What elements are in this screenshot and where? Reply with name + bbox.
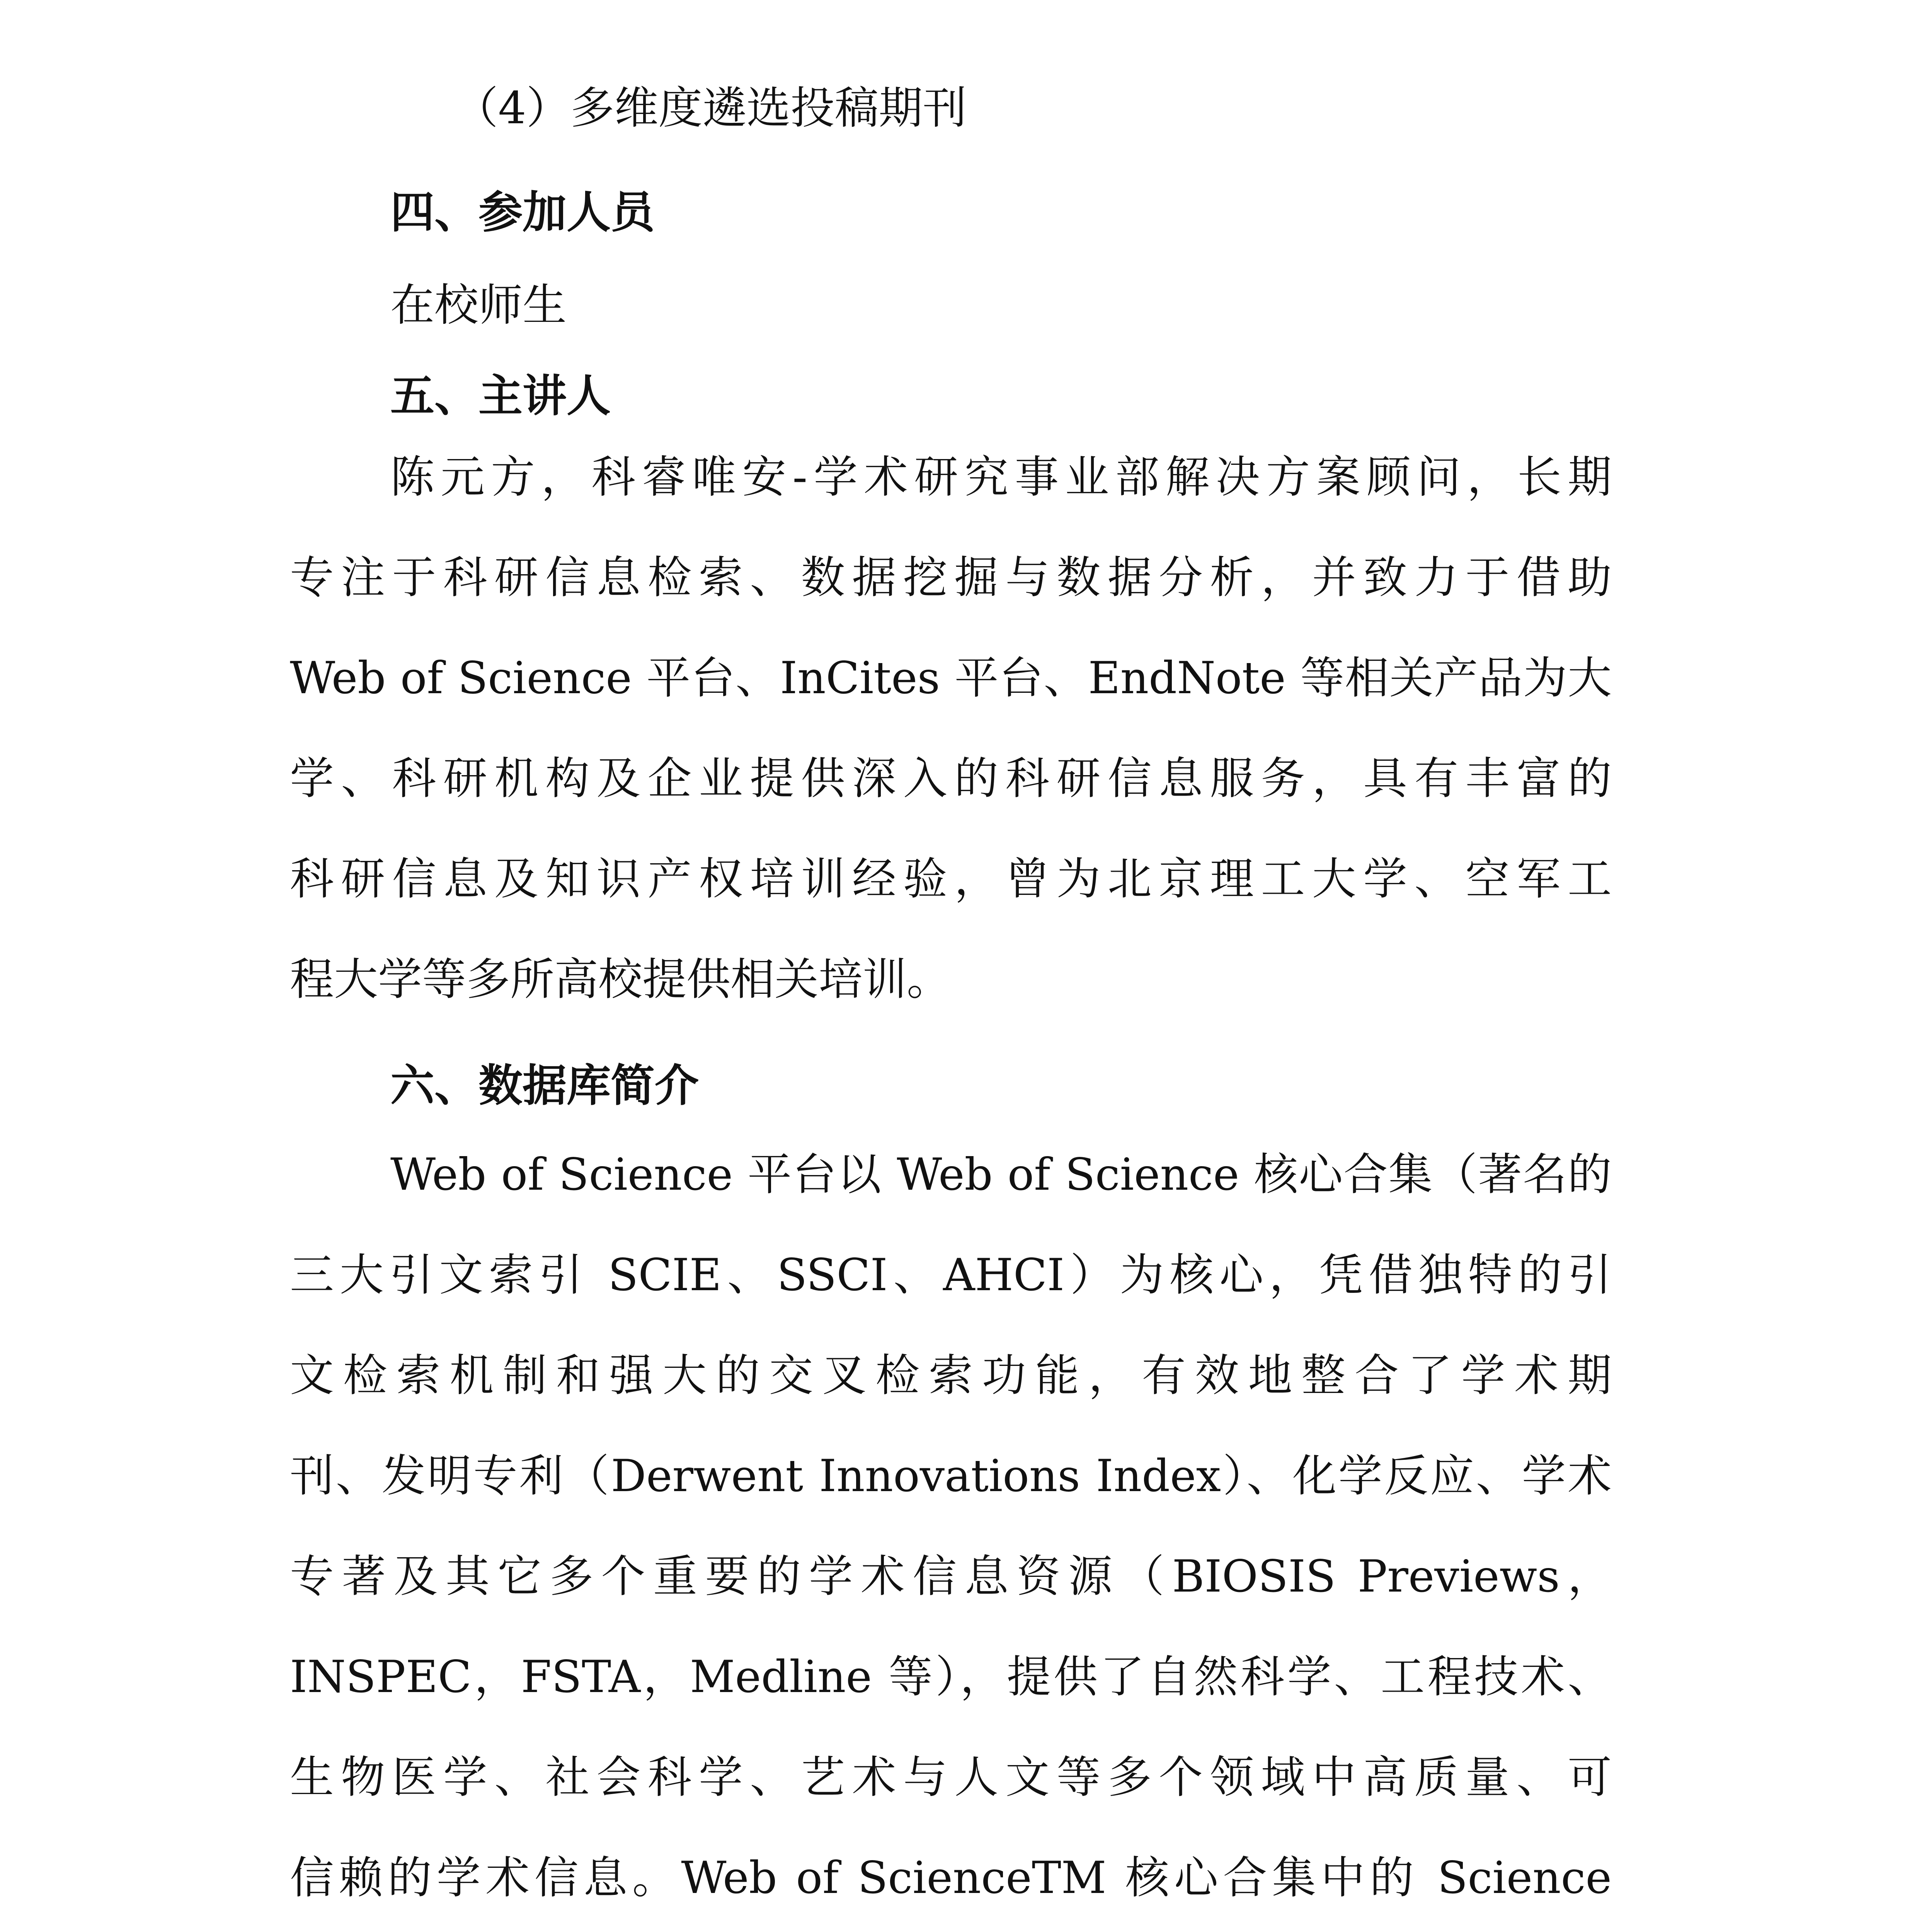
speaker-paragraph-line: 陈元方，科睿唯安-学术研究事业部解决方案顾问，长期 — [390, 451, 1612, 503]
database-paragraph-line: INSPEC，FSTA，Medline 等），提供了自然科学、工程技术、 — [290, 1651, 1612, 1702]
section-heading-participants: 四、参加人员 — [390, 187, 655, 238]
database-paragraph-line: 信赖的学术信息。Web of ScienceTM 核心合集中的 Science — [290, 1852, 1612, 1903]
section-heading-speaker: 五、主讲人 — [390, 370, 611, 422]
section-heading-database: 六、数据库简介 — [390, 1060, 699, 1111]
database-paragraph-line: 刊、发明专利（Derwent Innovations Index）、化学反应、学术 — [290, 1450, 1612, 1502]
database-paragraph-line: Web of Science 平台以 Web of Science 核心合集（著名的 — [390, 1149, 1612, 1200]
participants-text: 在校师生 — [390, 279, 567, 331]
database-paragraph-line: 三大引文索引 SCIE、SSCI、AHCI）为核心，凭借独特的引 — [290, 1249, 1612, 1301]
speaker-paragraph-line: Web of Science 平台、InCites 平台、EndNote 等相关产品为大 — [290, 652, 1612, 704]
database-paragraph-line: 文检索机制和强大的交叉检索功能，有效地整合了学术期 — [290, 1350, 1612, 1401]
database-paragraph-line: 专著及其它多个重要的学术信息资源（BIOSIS Previews， — [290, 1551, 1612, 1602]
speaker-paragraph-line: 科研信息及知识产权培训经验，曾为北京理工大学、空军工 — [290, 853, 1612, 905]
database-paragraph-line: 生物医学、社会科学、艺术与人文等多个领域中高质量、可 — [290, 1752, 1612, 1803]
speaker-paragraph-line: 程大学等多所高校提供相关培训。 — [290, 954, 951, 1005]
speaker-paragraph-line: 专注于科研信息检索、数据挖掘与数据分析，并致力于借助 — [290, 552, 1612, 603]
list-item-4: （4）多维度遴选投稿期刊 — [454, 82, 967, 134]
speaker-paragraph-line: 学、科研机构及企业提供深入的科研信息服务，具有丰富的 — [290, 753, 1612, 804]
